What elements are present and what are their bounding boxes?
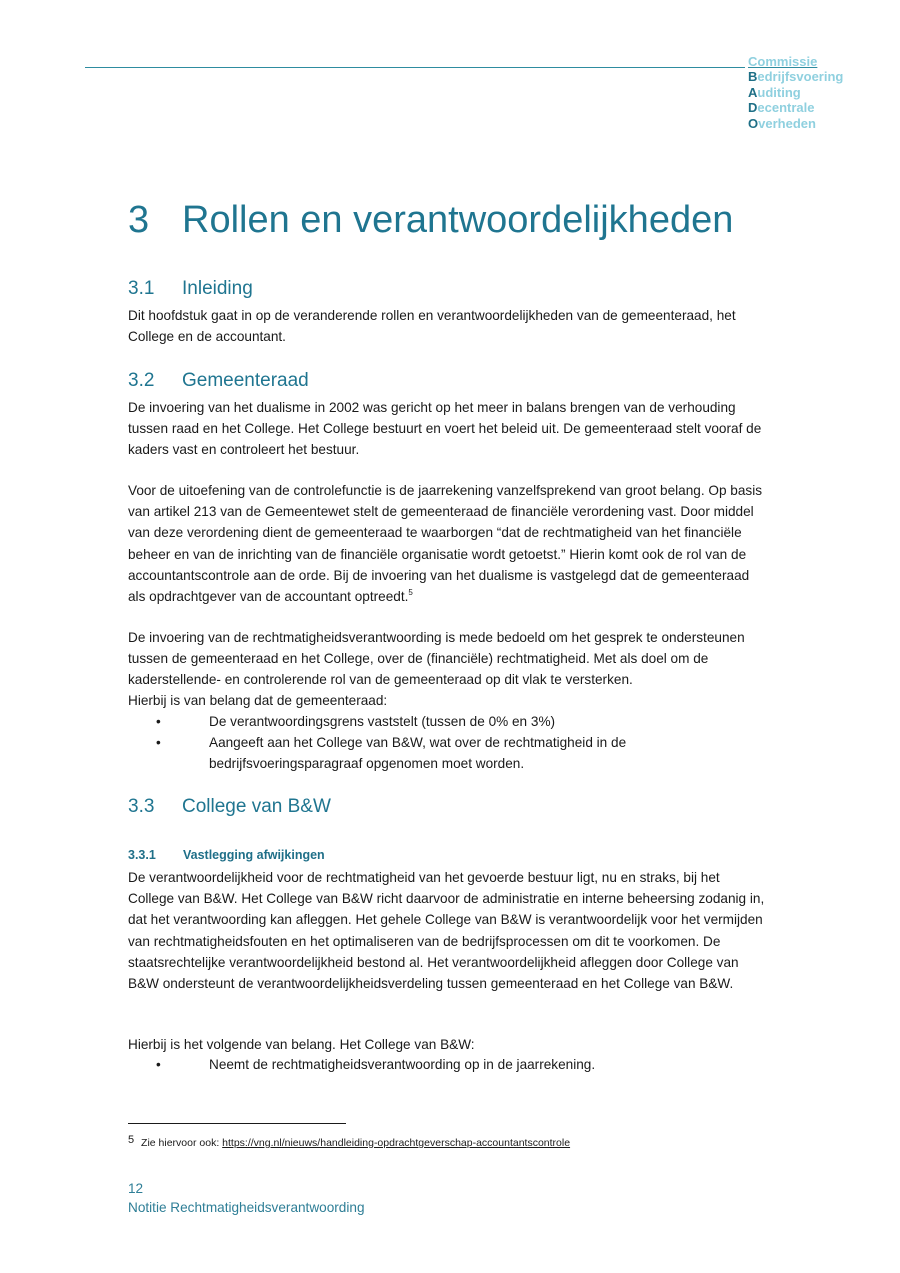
bullet-icon: • <box>156 1057 161 1072</box>
page-number: 12 <box>128 1181 144 1196</box>
header-rule <box>85 67 745 68</box>
footnote-link[interactable]: https://vng.nl/nieuws/handleiding-opdrachtgeverschap-accountantscontrole <box>222 1137 571 1149</box>
section-number: 3.2 <box>128 370 155 391</box>
list-item-text: Neemt de rechtmatigheidsverantwoording op in de jaarrekening. <box>209 1057 596 1072</box>
list-item-text: De verantwoordingsgrens vaststelt (tussen de 0% en 3%) <box>209 714 556 729</box>
subsection-number: 3.3.1 <box>128 848 156 862</box>
section-number: 3.3 <box>128 796 155 817</box>
subsection-title: Vastlegging afwijkingen <box>183 848 325 862</box>
paragraph: Dit hoofdstuk gaat in op de veranderende rollen en verantwoordelijkheden van de gemeenteraad, het College en de accountant. <box>128 308 736 345</box>
logo-line: Decentrale <box>748 100 815 116</box>
footnote-ref: 5 <box>408 588 413 598</box>
chapter-number: 3 <box>128 199 150 241</box>
chapter-title: Rollen en verantwoordelijkheden <box>182 199 734 241</box>
logo-line: Overheden <box>748 115 816 131</box>
paragraph: De invoering van het dualisme in 2002 was gericht op het meer in balans brengen van de verhouding tussen raad en het College. Het College bestuurt en voert het beleid uit. De gemeenteraad stelt vooraf de kaders vast en controleert het bestuur. <box>128 400 762 458</box>
paragraph <box>128 480 768 607</box>
logo-line: Commissie <box>748 54 818 69</box>
section-heading-3-3 <box>128 796 331 818</box>
paragraph: De invoering van de rechtmatigheidsverantwoording is mede bedoeld om het gesprek te ondersteunen tussen de gemeenteraad en het College, over de (financiële) rechtmatigheid. Met als doel om de kaderstellende- en controlerende rol van de gemeenteraad op dit vlak te versterken. <box>128 630 745 688</box>
footnote-text: Zie hiervoor ook: <box>141 1137 220 1149</box>
chapter-heading <box>128 199 733 242</box>
footnote-number: 5 <box>128 1134 135 1146</box>
footnote-separator <box>128 1123 346 1124</box>
logo-line: Auditing <box>748 84 801 100</box>
section-heading-3-2 <box>128 370 309 392</box>
logo-line: Bedrijfsvoering <box>748 69 844 85</box>
paragraph: Hierbij is het volgende van belang. Het College van B&W: <box>128 1037 475 1052</box>
section-title: Inleiding <box>182 278 253 299</box>
paragraph: De verantwoordelijkheid voor de rechtmatigheid van het gevoerde bestuur ligt, nu en straks, bij het College van B&W. Het College van B&W richt daarvoor de administratie en interne beheersing zodanig in, dat het verantwoording kan afleggen. Het gehele College van B&W is verantwoordelijk voor het vermijden van rechtmatigheidsfouten en het optimaliseren van de bedrijfsprocessen om dit te voorkomen. De staatsrechtelijke verantwoordelijkheid bestond al. Het verantwoordelijkheid afleggen door College van B&W ondersteunt de verantwoordelijkheidsverdeling tussen gemeenteraad en het College van B&W. <box>128 870 765 992</box>
section-title: Gemeenteraad <box>182 370 309 391</box>
section-number: 3.1 <box>128 278 155 299</box>
list-item <box>128 732 768 774</box>
bullet-icon: • <box>156 735 161 750</box>
footer-title: Notitie Rechtmatigheidsverantwoording <box>128 1200 365 1215</box>
paragraph: Hierbij is van belang dat de gemeenteraad: <box>128 693 388 708</box>
list-item-text: Aangeeft aan het College van B&W, wat over de rechtmatigheid in de bedrijfsvoeringsparagraaf opgenomen moet worden. <box>209 735 627 772</box>
list-item <box>128 711 768 732</box>
list-item <box>128 1054 768 1075</box>
bullet-icon: • <box>156 714 161 729</box>
section-title: College van B&W <box>182 796 331 817</box>
footnote <box>128 1134 571 1149</box>
subsection-heading-3-3-1 <box>128 848 325 862</box>
section-heading-3-1 <box>128 278 253 300</box>
paragraph-text: Voor de uitoefening van de controlefunctie is de jaarrekening vanzelfsprekend van groot belang. Op basis van artikel 213 van de Gemeentewet stelt de gemeenteraad de financiële verordening vast. Door middel van deze verordening dient de gemeenteraad te waarborgen “dat de rechtmatigheid van het financiële beheer en van de inrichting van de financiële organisatie wordt getoetst.” Hierin komt ook de rol van de accountantscontrole aan de orde. Bij de invoering van het dualisme is vastgelegd dat de gemeenteraad als opdrachtgever van de accountant optreedt. <box>128 483 763 605</box>
cbado-logo <box>748 54 843 131</box>
